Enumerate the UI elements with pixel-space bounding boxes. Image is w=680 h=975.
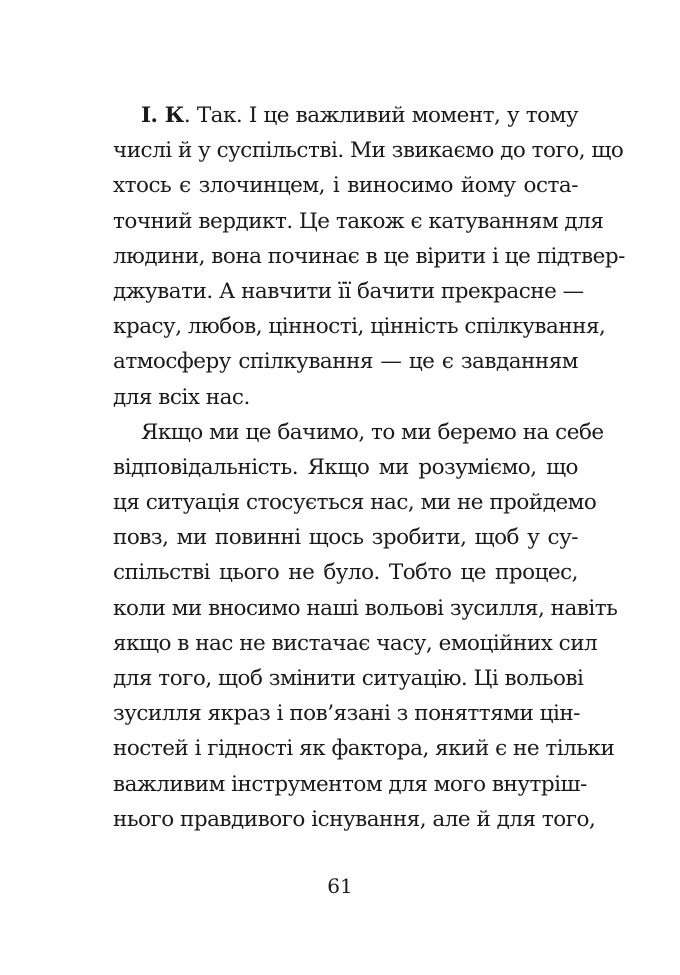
text-line: І. К. Так. І це важливий момент, у тому [141,103,578,128]
text-line: ностей і гідності як фактора, який є не тільки [113,736,615,762]
text-line: нього правдивого існування, але й для того, [113,806,596,832]
text-line: повз, ми повинні щось зробити, щоб у су- [113,525,578,551]
text-line: Якщо ми це бачимо, то ми беремо на себе [141,419,604,445]
text-line: важливим інструментом для мого внутріш- [113,771,587,797]
text-line: людини, вона починає в це вірити і це підтвер- [113,243,625,269]
text-line: зусилля якраз і пов’язані з поняттями цін- [113,701,580,727]
text-line: для всіх нас. [113,384,250,410]
text-line: хтось є злочинцем, і виносимо йому оста- [113,173,578,199]
text-line: відповідальність. Якщо ми розуміємо, що [113,454,578,480]
body-text [113,98,625,837]
text-line: красу, любов, цінності, цінність спілкування, [113,314,606,340]
text-line: якщо в нас не вистачає часу, емоційних сил [113,630,598,656]
text-line: атмосферу спілкування — це є завданням [113,349,578,375]
text-line: точний вердикт. Це також є катуванням для [113,208,604,234]
text-line: числі й у суспільстві. Ми звикаємо до того, що [113,138,624,164]
text-line: джувати. А навчити її бачити прекрасне — [113,278,584,304]
page-number: 61 [327,874,353,898]
speaker-initials: І. К [141,103,184,128]
text-line: для того, щоб змінити ситуацію. Ці вольові [113,666,584,691]
text-line: коли ми вносимо наші вольові зусилля, навіть [113,595,618,621]
text-line: спільстві цього не було. Тобто це процес, [113,560,578,586]
text-line: ця ситуація стосується нас, ми не пройдемо [113,490,597,516]
